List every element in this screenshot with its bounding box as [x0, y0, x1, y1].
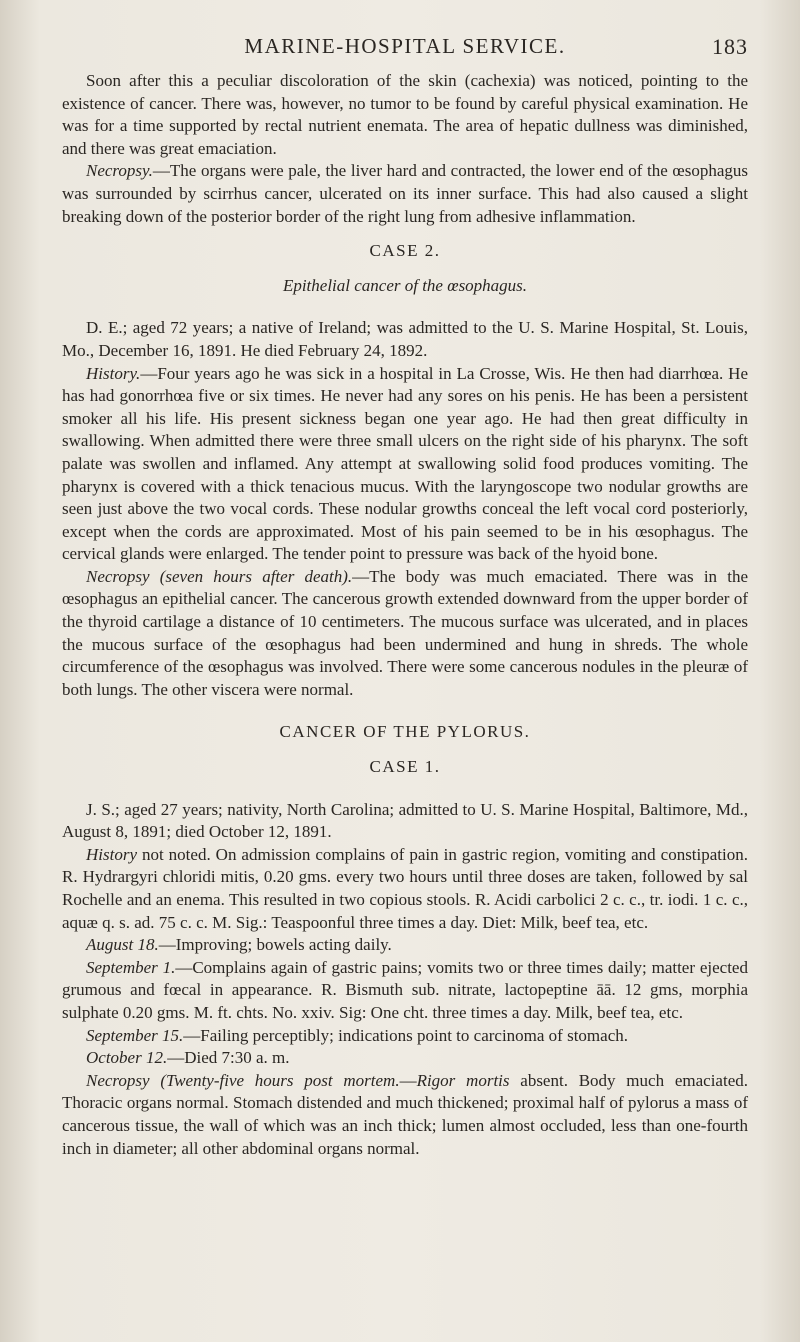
paragraph-text: —Complains again of gastric pains; vomits two or three times daily; matter ejected grumous and fœcal in appearance. R. Bismuth sub. nitrate, lactopeptine āā. 12 gms, morphia sulphate 0.20 gms. M. ft. chts. No. xxiv. Sig: One cht. three times a day. Milk, beef tea, etc.	[62, 957, 748, 1022]
paragraph-text: not noted. On admission complains of pain in gastric region, vomiting and constipation. R. Hydrargyri chloridi mitis, 0.20 gms. every two hours until three doses are taken, followed by sal Rochelle and an enema. This resulted in two copious stools. R. Acidi carbolici 2 c. c., tr. iodi. 1 c. c., aquæ q. s. ad. 75 c. c. M. Sig.: Teaspoonful three times a day. Diet: Milk, beef tea, etc.	[62, 844, 748, 932]
dash: —	[399, 1070, 417, 1090]
running-title: MARINE-HOSPITAL SERVICE.	[244, 34, 566, 58]
paragraph	[62, 160, 748, 228]
case-subheading: Epithelial cancer of the œsophagus.	[282, 275, 528, 295]
paragraph-text: —The organs were pale, the liver hard and contracted, the lower end of the œsophagus was surrounded by scirrhus cancer, ulcerated on its inner surface. This had also caused a slight breaking down of the posterior border of the right lung from adhesive inflammation.	[62, 161, 748, 226]
section-label: August 18.	[86, 935, 159, 955]
section-label: October 12.	[86, 1048, 168, 1068]
paragraph	[62, 934, 748, 957]
page-number: 183	[712, 34, 748, 59]
case-heading: CASE 1.	[369, 757, 441, 777]
paragraph	[62, 844, 748, 934]
section-label: Rigor mortis	[416, 1070, 510, 1090]
paragraph-text: —Improving; bowels acting daily.	[158, 935, 392, 955]
section-label: History	[86, 844, 137, 864]
paragraph-text: Soon after this a peculiar discoloration of the skin (cachexia) was noticed, pointing to the existence of cancer. There was, however, no tumor to be found by careful physical examination. He was for a time supported by rectal nutrient enemata. The area of hepatic dullness was diminished, and there was great emaciation.	[62, 71, 748, 158]
paragraph	[62, 70, 748, 160]
running-header	[62, 30, 748, 70]
paragraph-text: absent. Body much emaciated. Thoracic organs normal. Stomach distended and much thickened; proximal half of pylorus a mass of cancerous tissue, the wall of which was an inch thick; lumen almost occluded, less than one-fourth inch in diameter; all other abdominal organs normal.	[62, 1070, 748, 1158]
section-label: September 15.	[86, 1025, 184, 1045]
paragraph	[62, 957, 748, 1025]
section-heading: CANCER OF THE PYLORUS.	[279, 722, 531, 742]
paragraph-text: D. E.; aged 72 years; a native of Ireland; was admitted to the U. S. Marine Hospital, St. Louis, Mo., December 16, 1891. He died February 24, 1892.	[62, 318, 748, 360]
section-label: September 1.	[86, 957, 176, 977]
paragraph	[62, 363, 748, 566]
paragraph-text: J. S.; aged 27 years; nativity, North Carolina; admitted to U. S. Marine Hospital, Baltimore, Md., August 8, 1891; died October 12, 1891.	[62, 799, 748, 842]
paragraph	[62, 566, 748, 702]
paragraph	[62, 1070, 748, 1160]
case-heading: CASE 2.	[369, 241, 441, 261]
paragraph-text: —The body was much emaciated. There was in the œsophagus an epithelial cancer. The cancerous growth extended downward from the upper border of the thyroid cartilage a distance of 10 centimeters. The mucous surface was ulcerated, and in places the mucous surface of the œsophagus had been undermined and hung in shreds. The whole circumference of the œsophagus was involved. There were some cancerous nodules in the pleuræ of both lungs. The other viscera were normal.	[62, 566, 748, 699]
section-label: Necropsy.	[86, 161, 153, 181]
paragraph	[62, 317, 748, 362]
paragraph	[62, 799, 748, 844]
section-label: History.	[86, 363, 141, 383]
section-label: Necropsy (seven hours after death).	[86, 566, 353, 586]
section-label: Necropsy (Twenty-five hours post mortem.	[86, 1070, 400, 1090]
paragraph-text: —Died 7:30 a. m.	[167, 1048, 290, 1068]
paragraph-text: —Failing perceptibly; indications point to carcinoma of stomach.	[183, 1025, 628, 1045]
paragraph-text: —Four years ago he was sick in a hospital in La Crosse, Wis. He then had diarrhœa. He has had gonorrhœa five or six times. He never had any sores on his penis. He has been a persistent smoker all his life. His present sickness began one year ago. He had then great difficulty in swallowing. When admitted there were three small ulcers on the right side of his pharynx. The soft palate was swollen and inflamed. Any attempt at swallowing solid food produces vomiting. The pharynx is covered with a thick tenacious mucus. With the laryngoscope two nodular growths are seen just above the two vocal cords. These nodular growths conceal the left vocal cord posteriorly, except when the cords are approximated. Most of his pain seemed to be in his œsophagus. The cervical glands were enlarged. The tender point to pressure was back of the hyoid bone.	[62, 363, 748, 564]
paragraph	[62, 1047, 748, 1070]
paragraph	[62, 1025, 748, 1048]
